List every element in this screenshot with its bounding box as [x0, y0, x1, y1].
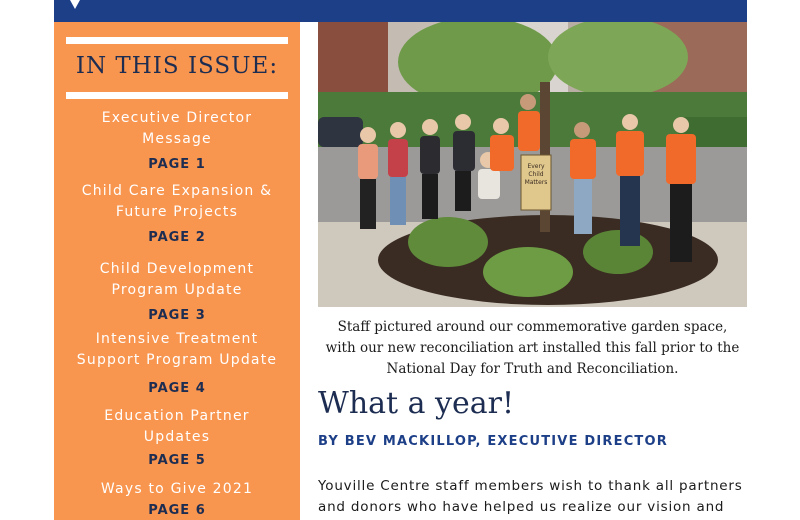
toc-item-intensive-treatment[interactable] — [54, 329, 300, 370]
toc-page-label: PAGE 1 — [148, 157, 206, 172]
toc-item-title: Support Program Update — [76, 351, 278, 368]
caption-line: Staff pictured around our commemorative garden space, — [337, 319, 728, 335]
staff-garden-photo — [318, 22, 747, 307]
toc-item-child-development[interactable] — [54, 259, 300, 300]
caption-line: National Day for Truth and Reconciliation. — [386, 361, 679, 377]
article-headline: What a year! — [318, 386, 515, 421]
toc-page-label: PAGE 4 — [148, 381, 206, 396]
toc-item-title: Intensive Treatment — [95, 331, 259, 347]
sidebar-title: IN THIS ISSUE: — [75, 53, 279, 79]
toc-item-title: Child Care Expansion & — [81, 183, 273, 199]
body-line: and donors who have helped us realize our vision and — [318, 499, 725, 515]
photo-illustration — [318, 22, 747, 307]
sidebar-rule-top — [66, 37, 288, 44]
toc-item-title: Program Update — [111, 281, 243, 298]
toc-item-title: Education Partner — [104, 408, 250, 424]
toc-item-title: Future Projects — [115, 203, 239, 220]
article-byline: BY BEV MACKILLOP, EXECUTIVE DIRECTOR — [318, 434, 668, 449]
body-line: Youville Centre staff members wish to thank all partners — [318, 478, 743, 494]
sign-text: Every — [527, 163, 545, 170]
banner-notch — [70, 0, 80, 9]
photo-caption — [318, 317, 747, 380]
toc-item-executive-director[interactable] — [54, 108, 300, 149]
article-body — [318, 476, 758, 518]
toc-page-label: PAGE 2 — [148, 230, 206, 245]
header-banner — [54, 0, 747, 22]
toc-item-child-care[interactable] — [54, 181, 300, 222]
sign-text: Matters — [524, 179, 548, 186]
sign-text: Child — [528, 171, 544, 178]
toc-item-title: Child Development — [99, 261, 255, 277]
toc-item-ways-to-give[interactable] — [54, 479, 300, 500]
toc-page-label: PAGE 5 — [148, 453, 206, 468]
toc-page-label: PAGE 3 — [148, 308, 206, 323]
toc-item-title: Ways to Give 2021 — [100, 481, 254, 497]
caption-line: with our new reconciliation art installed this fall prior to the — [325, 340, 740, 356]
toc-item-title: Updates — [143, 428, 211, 445]
toc-page-label: PAGE 6 — [148, 503, 206, 518]
toc-item-education-partner[interactable] — [54, 406, 300, 447]
sidebar-toc — [54, 22, 300, 520]
toc-item-title: Message — [142, 130, 212, 147]
toc-item-title: Executive Director — [101, 110, 253, 126]
sidebar-rule-bottom — [66, 92, 288, 99]
